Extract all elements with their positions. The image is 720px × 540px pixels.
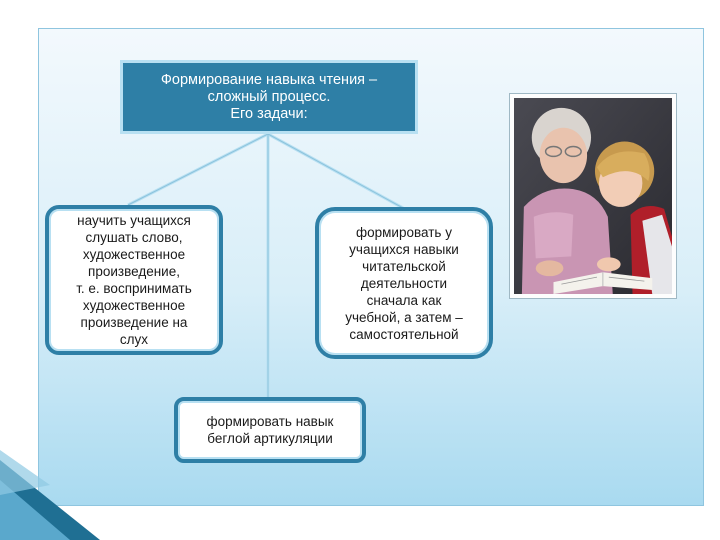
task-line: сначала как	[366, 292, 442, 308]
task-line: читательской	[362, 258, 446, 274]
task-line: формировать у	[356, 224, 452, 240]
task-line: художественное	[82, 298, 186, 313]
grandmother-reading-with-child-icon	[514, 98, 672, 294]
title-line: сложный процесс.	[207, 88, 331, 105]
title-line: Его задачи:	[230, 105, 308, 122]
task-line: слушать слово,	[85, 230, 183, 245]
task-line: самостоятельной	[349, 326, 459, 342]
task-line: художественное	[82, 247, 186, 262]
task-line: беглой артикуляции	[207, 431, 333, 446]
task-line: т. е. воспринимать	[76, 281, 192, 296]
task-line: слух	[119, 332, 149, 347]
task-line: учебной, а затем –	[345, 309, 463, 325]
reading-photo	[509, 93, 677, 299]
task-line: деятельности	[360, 275, 448, 291]
diagram-title-box	[120, 60, 418, 134]
task-line: произведение на	[80, 315, 188, 330]
task-box-listening	[45, 205, 223, 355]
task-line: учащихся навыки	[349, 241, 459, 257]
corner-decoration	[0, 440, 100, 540]
task-line: формировать навык	[206, 414, 334, 429]
task-box-reading-activity	[315, 207, 493, 359]
title-line: Формирование навыка чтения –	[160, 71, 378, 88]
task-line: научить учащихся	[77, 213, 191, 228]
task-box-articulation	[174, 397, 366, 463]
task-line: произведение,	[88, 264, 180, 279]
